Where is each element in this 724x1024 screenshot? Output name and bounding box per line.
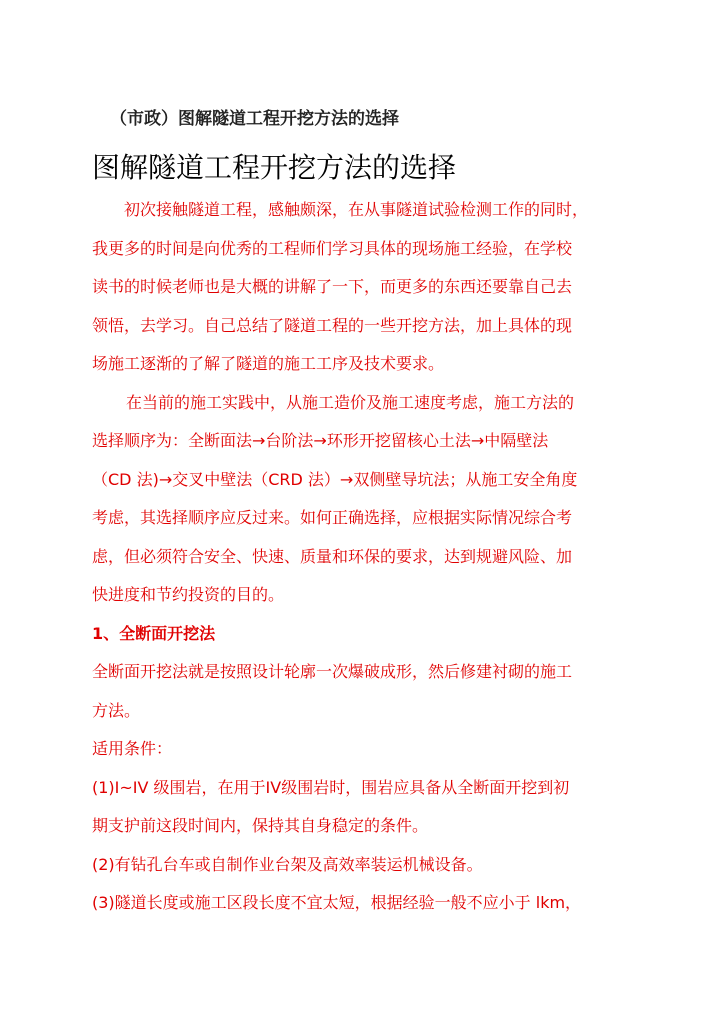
condition-item: (3)隧道长度或施工区段长度不宜太短，根据经验一般不应小于 lkm， bbox=[92, 893, 582, 912]
text-line: 虑，但必须符合安全、快速、质量和环保的要求，达到规避风险、加 bbox=[92, 546, 573, 566]
condition-item bbox=[92, 769, 622, 846]
definition-paragraph bbox=[92, 653, 622, 730]
text-line: (1)I~IV 级围岩，在用于IV级围岩时，围岩应具备从全断面开挖到初 bbox=[92, 777, 570, 797]
document-body bbox=[92, 191, 622, 923]
condition-item: (2)有钻孔台车或自制作业台架及高效率装运机械设备。 bbox=[92, 854, 483, 874]
text-line: 领悟，去学习。自己总结了隧道工程的一些开挖方法，加上具体的现 bbox=[92, 315, 573, 335]
practice-paragraph bbox=[92, 384, 622, 615]
conditions-label: 适用条件： bbox=[92, 739, 173, 758]
text-line: 选择顺序为：全断面法→台阶法→环形开挖留核心土法→中隔壁法 bbox=[92, 431, 549, 450]
text-line: 考虑，其选择顺序应反过来。如何正确选择，应根据实际情况综合考 bbox=[92, 508, 573, 527]
text-line: 全断面开挖法就是按照设计轮廓一次爆破成形，然后修建衬砌的施工 bbox=[92, 662, 573, 681]
text-line: 快进度和节约投资的目的。 bbox=[92, 585, 285, 604]
intro-paragraph bbox=[92, 191, 622, 384]
text-line: 在当前的施工实践中，从施工造价及施工速度考虑，施工方法的 bbox=[126, 392, 575, 412]
text-line: 场施工逐渐的了解了隧道的施工工序及技术要求。 bbox=[92, 354, 445, 373]
text-line: 方法。 bbox=[92, 700, 141, 720]
section-heading: 1、全断面开挖法 bbox=[92, 623, 216, 643]
text-line: （CD 法)→交叉中壁法（CRD 法）→双侧壁导坑法；从施工安全角度 bbox=[92, 469, 578, 489]
document-header: （市政）图解隧道工程开挖方法的选择 bbox=[110, 109, 399, 129]
text-line: 期支护前这段时间内，保持其自身稳定的条件。 bbox=[92, 816, 429, 835]
text-line: 读书的时候老师也是大概的讲解了一下，而更多的东西还要靠自己去 bbox=[92, 277, 573, 296]
document-title: 图解隧道工程开挖方法的选择 bbox=[92, 151, 457, 184]
text-line: 初次接触隧道工程，感触颇深，在从事隧道试验检测工作的同时， bbox=[124, 200, 589, 219]
text-line: 我更多的时间是向优秀的工程师们学习具体的现场施工经验，在学校 bbox=[92, 238, 573, 258]
